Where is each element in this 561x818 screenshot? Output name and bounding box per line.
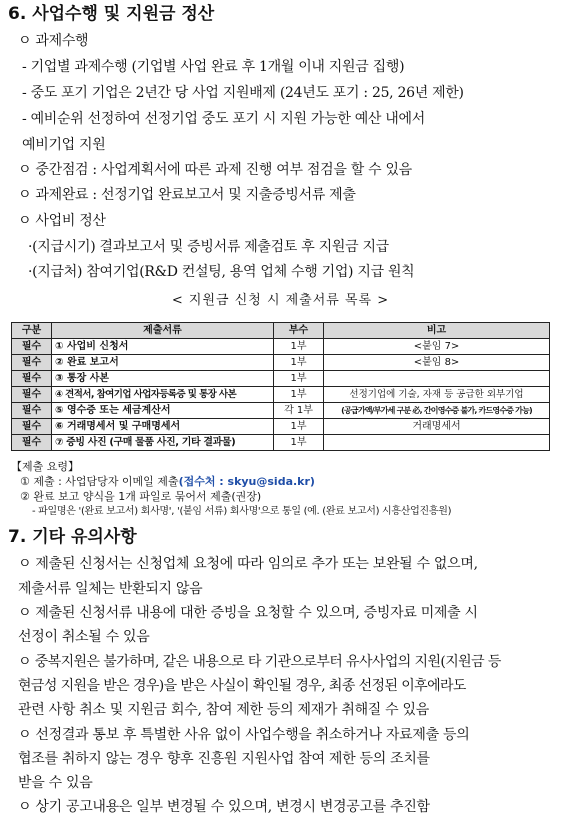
line-no-modification: ㅇ 제출된 신청서는 신청업체 요청에 따라 임의로 추가 또는 보완될 수 없으며, (18, 556, 478, 572)
submission-single-file: ② 완료 보고 양식을 1개 파일로 묶어서 제출(권장) (20, 490, 262, 503)
cell-remark: <붙임 7> (324, 339, 550, 355)
cell-copies: 1부 (274, 435, 324, 451)
header-category: 구분 (12, 323, 52, 339)
cell-remark (324, 435, 550, 451)
table-row (12, 339, 550, 355)
line-may-receive: 받을 수 있음 (18, 775, 93, 791)
line-payment-recipient: ·(지급처) 참여기업(R&D 컨설팅, 용역 업체 수행 기업) 지급 원칙 (28, 264, 415, 280)
line-midterm-check: ㅇ 중간점검 : 사업계획서에 따른 과제 진행 여부 점검을 할 수 있음 (18, 162, 412, 178)
table-row (12, 419, 550, 435)
line-no-return: 제출서류 일체는 반환되지 않음 (18, 581, 203, 597)
header-remarks: 비고 (324, 323, 550, 339)
table-row (12, 403, 550, 419)
cell-document: ① 사업비 신청서 (52, 339, 274, 355)
line-evidence-request: ㅇ 제출된 신청서류 내용에 대한 증빙을 요청할 수 있으며, 증빙자료 미제출 시 (18, 605, 478, 621)
cell-remark (324, 371, 550, 387)
cell-category: 필수 (12, 403, 52, 419)
cell-copies: 1부 (274, 387, 324, 403)
table-row (12, 371, 550, 387)
line-notice-change: ㅇ 상기 공고내용은 일부 변경될 수 있으며, 변경시 변경공고를 추진함 (18, 799, 430, 815)
cell-document: ⑥ 거래명세서 및 구매명세서 (52, 419, 274, 435)
table-row (12, 355, 550, 371)
cell-document: ② 완료 보고서 (52, 355, 274, 371)
cell-copies: 1부 (274, 419, 324, 435)
header-documents: 제출서류 (52, 323, 274, 339)
section-7-title: 7. 기타 유의사항 (8, 527, 137, 547)
table-row (12, 387, 550, 403)
cell-document: ⑤ 영수증 또는 세금계산서 (52, 403, 274, 419)
cell-remark: (공급가액/부가세 구분 必, 간이영수증 불가, 카드영수증 가능) (324, 403, 550, 419)
line-budget-settlement: ㅇ 사업비 정산 (18, 213, 106, 229)
table-caption: < 지원금 신청 시 제출서류 목록 > (171, 293, 390, 308)
cell-remark: 선정기업에 기술, 자재 등 공급한 외부기업 (324, 387, 550, 403)
line-cancel-after-result: ㅇ 선정결과 통보 후 특별한 사유 없이 사업수행을 취소하거나 자료제출 등의 (18, 727, 470, 743)
line-task-execution: ㅇ 과제수행 (18, 33, 89, 49)
line-payment-timing: ·(지급시기) 결과보고서 및 증빙서류 제출검토 후 지원금 지급 (28, 239, 389, 255)
documents-table (11, 322, 550, 451)
cell-category: 필수 (12, 371, 52, 387)
submission-email-line (20, 474, 315, 489)
submission-heading: 【제출 요령】 (11, 460, 80, 473)
cell-category: 필수 (12, 387, 52, 403)
line-dropout-restriction: - 중도 포기 기업은 2년간 당 사업 지원배제 (24년도 포기 : 25, 26년 제한) (22, 85, 464, 101)
cell-category: 필수 (12, 339, 52, 355)
section-6-title: 6. 사업수행 및 지원금 정산 (8, 4, 215, 24)
table-header-row (12, 323, 550, 339)
line-duplicate-support: ㅇ 중복지원은 불가하며, 같은 내용으로 타 기관으로부터 유사사업의 지원(지원금 등 (18, 654, 501, 670)
cell-copies: 1부 (274, 355, 324, 371)
header-copies: 부수 (274, 323, 324, 339)
line-task-completion: ㅇ 과제완료 : 선정기업 완료보고서 및 지출증빙서류 제출 (18, 187, 356, 203)
line-sanctions: 관련 사항 취소 및 지원금 회수, 참여 제한 등의 제재가 취해질 수 있음 (18, 702, 429, 718)
line-reserve-support: 예비기업 지원 (22, 137, 106, 153)
cell-document: ③ 통장 사본 (52, 371, 274, 387)
submission-filename-rule: - 파일명은 '(완료 보고서) 회사명', '(붙임 서류) 회사명'으로 통일 (예. (완료 보고서) 시흥산업진흥원) (32, 506, 452, 517)
cell-category: 필수 (12, 419, 52, 435)
submission-email-text: ① 제출 : 사업담당자 이메일 제출 (20, 475, 179, 488)
line-reserve-ranking: - 예비순위 선정하여 선정기업 중도 포기 시 지원 가능한 예산 내에서 (22, 111, 425, 127)
cell-copies: 1부 (274, 339, 324, 355)
line-selection-cancel: 선정이 취소될 수 있음 (18, 629, 150, 645)
cell-category: 필수 (12, 435, 52, 451)
line-cash-support: 현금성 지원을 받은 경우)을 받은 사실이 확인될 경우, 최종 선정된 이후에라도 (18, 678, 466, 694)
line-task-by-company: - 기업별 과제수행 (기업별 사업 완료 후 1개월 이내 지원금 집행) (22, 59, 405, 75)
submission-email-contact[interactable]: (접수처 : skyu@sida.kr) (178, 475, 315, 488)
cell-remark: 거래명세서 (324, 419, 550, 435)
cell-category: 필수 (12, 355, 52, 371)
line-participation-limit: 협조를 취하지 않는 경우 향후 진흥원 지원사업 참여 제한 등의 조치를 (18, 751, 430, 767)
cell-document: ④ 견적서, 참여기업 사업자등록증 및 통장 사본 (52, 387, 274, 403)
cell-document: ⑦ 증빙 사진 (구매 물품 사진, 기타 결과물) (52, 435, 274, 451)
cell-copies: 1부 (274, 371, 324, 387)
cell-copies: 각 1부 (274, 403, 324, 419)
table-row (12, 435, 550, 451)
cell-remark: <붙임 8> (324, 355, 550, 371)
